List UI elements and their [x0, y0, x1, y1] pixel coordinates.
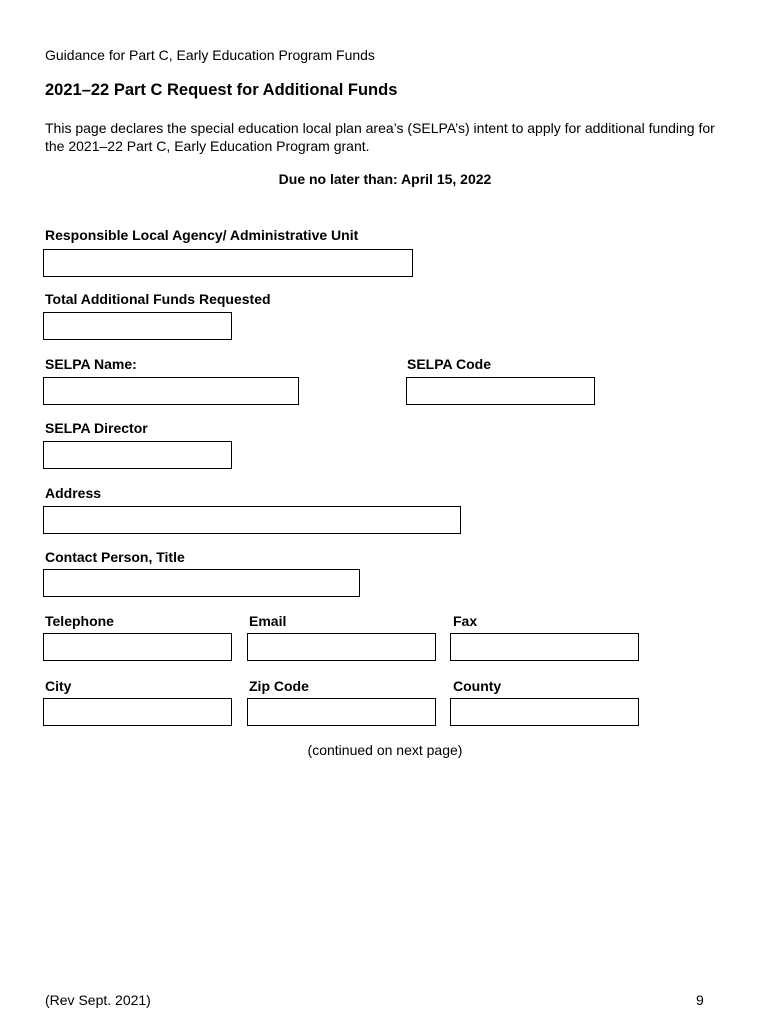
agency-input[interactable] — [43, 249, 413, 277]
address-label: Address — [45, 485, 102, 501]
county-input[interactable] — [450, 698, 639, 726]
county-label: County — [453, 678, 502, 694]
contact-label: Contact Person, Title — [45, 549, 185, 565]
selpa-name-input[interactable] — [43, 377, 299, 405]
intro-paragraph: This page declares the special education local plan area’s (SELPA’s) intent to apply for additional funding for the 2021–22 Part C, Early Education Program grant. — [45, 120, 715, 154]
telephone-label: Telephone — [45, 613, 114, 629]
page-number: 9 — [696, 992, 704, 1008]
selpa-code-input[interactable] — [406, 377, 595, 405]
page-title: 2021–22 Part C Request for Additional Funds — [45, 81, 398, 99]
email-label: Email — [249, 613, 287, 629]
funds-input[interactable] — [43, 312, 232, 340]
contact-input[interactable] — [43, 569, 360, 597]
director-label: SELPA Director — [45, 420, 148, 436]
address-input[interactable] — [43, 506, 461, 534]
selpa-code-label: SELPA Code — [407, 356, 492, 372]
fax-input[interactable] — [450, 633, 639, 661]
zip-input[interactable] — [247, 698, 436, 726]
continued-note: (continued on next page) — [307, 742, 463, 758]
selpa-name-label: SELPA Name: — [45, 356, 137, 372]
running-header: Guidance for Part C, Early Education Program Funds — [45, 47, 375, 63]
agency-label: Responsible Local Agency/ Administrative Unit — [45, 227, 359, 243]
funds-label: Total Additional Funds Requested — [45, 291, 271, 307]
city-input[interactable] — [43, 698, 232, 726]
email-input[interactable] — [247, 633, 436, 661]
director-input[interactable] — [43, 441, 232, 469]
zip-label: Zip Code — [249, 678, 309, 694]
due-date: Due no later than: April 15, 2022 — [278, 171, 492, 187]
city-label: City — [45, 678, 72, 694]
revision-note: (Rev Sept. 2021) — [45, 992, 151, 1008]
telephone-input[interactable] — [43, 633, 232, 661]
fax-label: Fax — [453, 613, 478, 629]
